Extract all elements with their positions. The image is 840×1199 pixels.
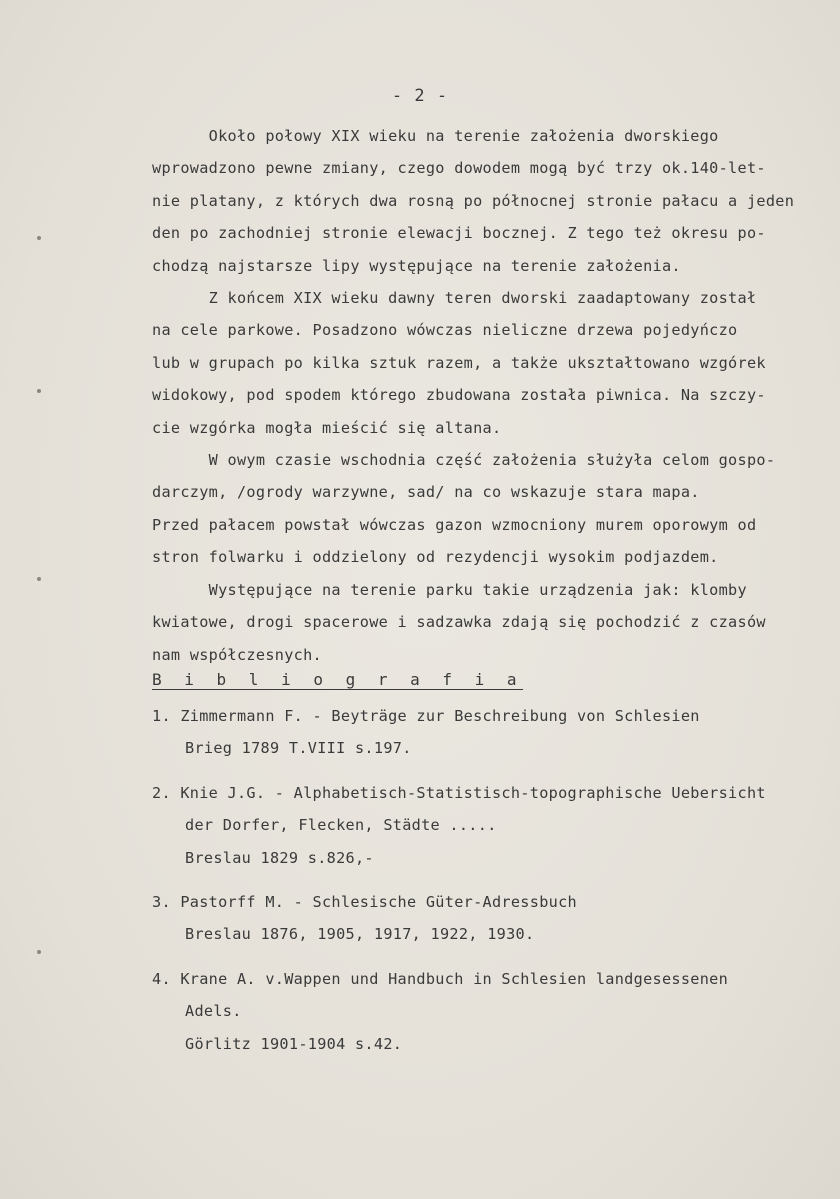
bibliography-list [152, 700, 832, 1072]
paragraph [152, 282, 832, 444]
entry-line: Adels. [185, 1002, 242, 1021]
paragraph [152, 574, 832, 671]
paragraph [152, 120, 832, 282]
punch-hole-mark [37, 389, 41, 393]
text-line: kwiatowe, drogi spacerowe i sadzawka zdają się pochodzić z czasów [152, 613, 766, 632]
text-line: cie wzgórka mogła mieścić się altana. [152, 418, 502, 437]
text-line: wprowadzono pewne zmiany, czego dowodem mogą być trzy ok.140-let- [152, 159, 766, 178]
bibliography-entry [152, 777, 832, 874]
entry-line: Breslau 1829 s.826,- [185, 848, 374, 867]
text-line: chodzą najstarsze lipy występujące na terenie założenia. [152, 256, 681, 275]
bibliography-entry [152, 963, 832, 1060]
bibliography-entry [152, 886, 832, 951]
text-line: darczym, /ogrody warzywne, sad/ na co wskazuje stara mapa. [152, 483, 700, 502]
text-line: nam współczesnych. [152, 645, 322, 664]
entry-line: der Dorfer, Flecken, Städte ..... [185, 816, 497, 835]
text-line: Występujące na terenie parku takie urządzenia jak: klomby [152, 580, 747, 599]
body-text [152, 120, 832, 671]
entry-line: 1. Zimmermann F. - Beyträge zur Beschreibung von Schlesien [152, 707, 700, 725]
entry-line: Brieg 1789 T.VIII s.197. [185, 739, 412, 758]
punch-hole-mark [37, 236, 41, 240]
entry-line: Breslau 1876, 1905, 1917, 1922, 1930. [185, 925, 535, 944]
punch-hole-mark [37, 950, 41, 954]
text-line: na cele parkowe. Posadzono wówczas nieliczne drzewa pojedyńczo [152, 321, 738, 340]
paragraph [152, 444, 832, 574]
text-line: Z końcem XIX wieku dawny teren dworski zaadaptowany został [152, 289, 757, 308]
text-line: stron folwarku i oddzielony od rezydencji wysokim podjazdem. [152, 548, 719, 567]
entry-line: 4. Krane A. v.Wappen und Handbuch in Schlesien landgesessenen [152, 969, 729, 988]
punch-hole-mark [37, 577, 41, 581]
text-line: Około połowy XIX wieku na terenie założenia dworskiego [152, 127, 719, 145]
text-line: lub w grupach po kilka sztuk razem, a także ukształtowano wzgórek [152, 353, 766, 372]
bibliography-heading: B i b l i o g r a f i a [152, 670, 524, 689]
entry-line: 3. Pastorff M. - Schlesische Güter-Adressbuch [152, 893, 577, 912]
bibliography-entry [152, 700, 832, 765]
entry-line: 2. Knie J.G. - Alphabetisch-Statistisch-topographische Uebersicht [152, 783, 766, 802]
entry-line: Görlitz 1901-1904 s.42. [185, 1034, 403, 1053]
text-line: W owym czasie wschodnia część założenia służyła celom gospo- [152, 451, 776, 470]
page-number: - 2 - [391, 86, 449, 106]
text-line: widokowy, pod spodem którego zbudowana została piwnica. Na szczy- [152, 386, 766, 405]
text-line: Przed pałacem powstał wówczas gazon wzmocniony murem oporowym od [152, 515, 757, 534]
text-line: den po zachodniej stronie elewacji bocznej. Z tego też okresu po- [152, 224, 766, 243]
text-line: nie platany, z których dwa rosną po północnej stronie pałacu a jeden [152, 191, 795, 210]
